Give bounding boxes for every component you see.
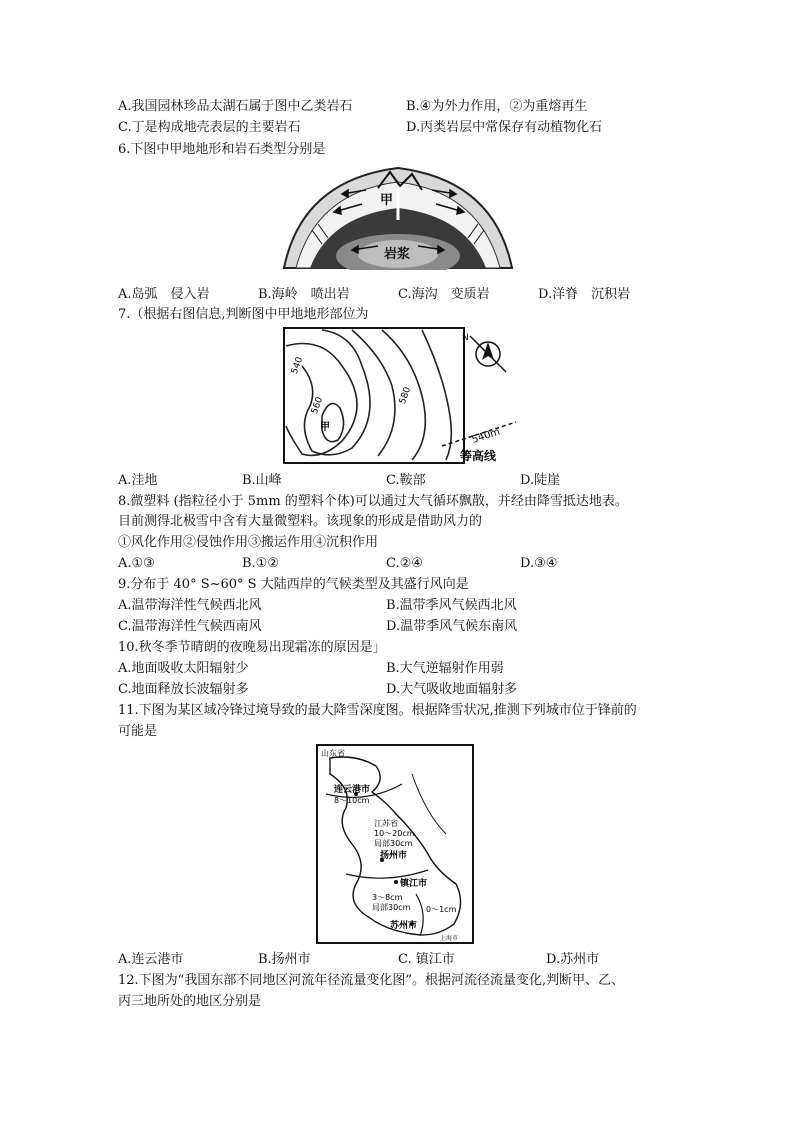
q6-label-magma: 岩浆 bbox=[384, 247, 411, 262]
q8-option-c: C.②④ bbox=[386, 556, 423, 571]
q7-contour-560: 560 bbox=[309, 395, 326, 416]
q5-option-c: C.丁是构成地壳表层的主要岩石 bbox=[118, 120, 301, 135]
q8-option-b: B.①② bbox=[242, 556, 279, 571]
q11-snow-depth-map bbox=[316, 744, 474, 944]
map-label-zhenjiang: 镇江市 bbox=[400, 879, 428, 889]
map-depth-south1: 3～8cm bbox=[372, 893, 403, 902]
north-label: N bbox=[462, 333, 469, 343]
q5-option-d: D.丙类岩层中常保存有动植物化石 bbox=[406, 120, 603, 135]
q6-ocean-ridge-figure bbox=[282, 160, 514, 270]
q11-option-c: C. 镇江市 bbox=[398, 952, 455, 967]
q9-option-d: D.温带季风气候东南风 bbox=[386, 619, 518, 634]
q7-legend-text: 等高线 bbox=[460, 449, 497, 463]
q9-option-b: B.温带季风气候西北风 bbox=[386, 598, 517, 613]
q9-option-c: C.温带海洋性气候西南风 bbox=[118, 619, 262, 634]
q7-contour-540-left: 540 bbox=[289, 355, 306, 376]
map-depth-south2: 局部30cm bbox=[372, 903, 411, 912]
q8-option-a: A.①③ bbox=[118, 556, 155, 571]
q11-stem-line2: 可能是 bbox=[118, 724, 158, 739]
q12-stem-line2: 丙三地所处的地区分别是 bbox=[118, 994, 262, 1009]
q7-option-c: C.鞍部 bbox=[386, 473, 426, 488]
q7-contour-580: 580 bbox=[397, 385, 414, 406]
map-label-yangzhou: 扬州市 bbox=[380, 851, 408, 861]
q12-stem-line1: 12.下图为“我国东部不同地区河流年径流量变化图”。根据河流径流量变化,判断甲、乙、 bbox=[118, 973, 625, 988]
q5-option-a: A.我国园林珍品太湖石属于图中乙类岩石 bbox=[118, 99, 353, 114]
q11-option-b: B.扬州市 bbox=[258, 952, 311, 967]
map-label-lianyungang: 连云港市 bbox=[334, 785, 371, 795]
q8-choices: ①风化作用②侵蚀作用③搬运作用④沉积作用 bbox=[118, 535, 379, 550]
q9-stem: 9.分布于 40° S~60° S 大陆西岸的气候类型及其盛行风向是 bbox=[118, 577, 469, 592]
map-label-shandong: 山东省 bbox=[321, 749, 345, 758]
q6-stem: 6.下图中甲地地形和岩石类型分别是 bbox=[118, 142, 326, 157]
q11-stem-line1: 11.下图为某区域冷锋过境导致的最大降雪深度图。根据降雪状况,推测下列城市位于锋前的 bbox=[118, 703, 637, 718]
q10-option-a: A.地面吸收太阳辐射少 bbox=[118, 661, 249, 676]
q7-stem: 7.（根据右图信息,判断图中甲地地形部位为 bbox=[118, 307, 369, 322]
q8-option-d: D.③④ bbox=[520, 556, 558, 571]
q8-stem-line2: 目前测得北极雪中含有大量微塑料。该现象的形成是借助风力的 bbox=[118, 514, 483, 529]
q7-option-d: D.陡崖 bbox=[520, 473, 561, 488]
q10-option-b: B.大气逆辐射作用弱 bbox=[386, 661, 504, 676]
map-depth-mid2: 局部30cm bbox=[374, 839, 413, 848]
q11-option-a: A.连云港市 bbox=[118, 952, 184, 967]
map-label-shanghai: 上海市 bbox=[440, 935, 459, 942]
q10-option-d: D.大气吸收地面辐射多 bbox=[386, 682, 518, 697]
q11-option-d: D.苏州市 bbox=[546, 952, 600, 967]
q7-contour-540m: 540m bbox=[470, 426, 502, 446]
q10-option-c: C.地面释放长波辐射多 bbox=[118, 682, 249, 697]
q10-stem: 10.秋冬季节晴朗的夜晚易出现霜冻的原因是」 bbox=[118, 640, 386, 655]
q5-option-b: B.④为外力作用，②为重熔再生 bbox=[406, 99, 588, 114]
q6-option-b: B.海岭 喷出岩 bbox=[258, 287, 350, 302]
q6-option-a: A.岛弧 侵入岩 bbox=[118, 287, 210, 302]
map-label-jiangsu: 江苏省 bbox=[374, 819, 398, 828]
map-depth-east: 0～1cm bbox=[426, 905, 457, 914]
map-label-suzhou: 苏州市 bbox=[390, 921, 418, 931]
q7-contour-map bbox=[282, 326, 518, 466]
q7-option-a: A.洼地 bbox=[118, 473, 158, 488]
map-depth-north: 8～10cm bbox=[334, 796, 370, 805]
q8-stem-line1: 8.微塑料 (指粒径小于 5mm 的塑料个体)可以通过大气循环飘散，并经由降雪抵达地表。 bbox=[118, 494, 628, 509]
q7-label-jia: 甲 bbox=[320, 422, 330, 433]
q6-option-d: D.洋脊 沉积岩 bbox=[538, 287, 631, 302]
q6-option-c: C.海沟 变质岩 bbox=[398, 287, 490, 302]
map-depth-mid1: 10～20cm bbox=[374, 829, 415, 838]
q6-label-jia: 甲 bbox=[380, 193, 394, 208]
north-arrow-icon bbox=[462, 333, 506, 372]
q9-option-a: A.温带海洋性气候西北风 bbox=[118, 598, 262, 613]
q7-option-b: B.山峰 bbox=[242, 473, 282, 488]
